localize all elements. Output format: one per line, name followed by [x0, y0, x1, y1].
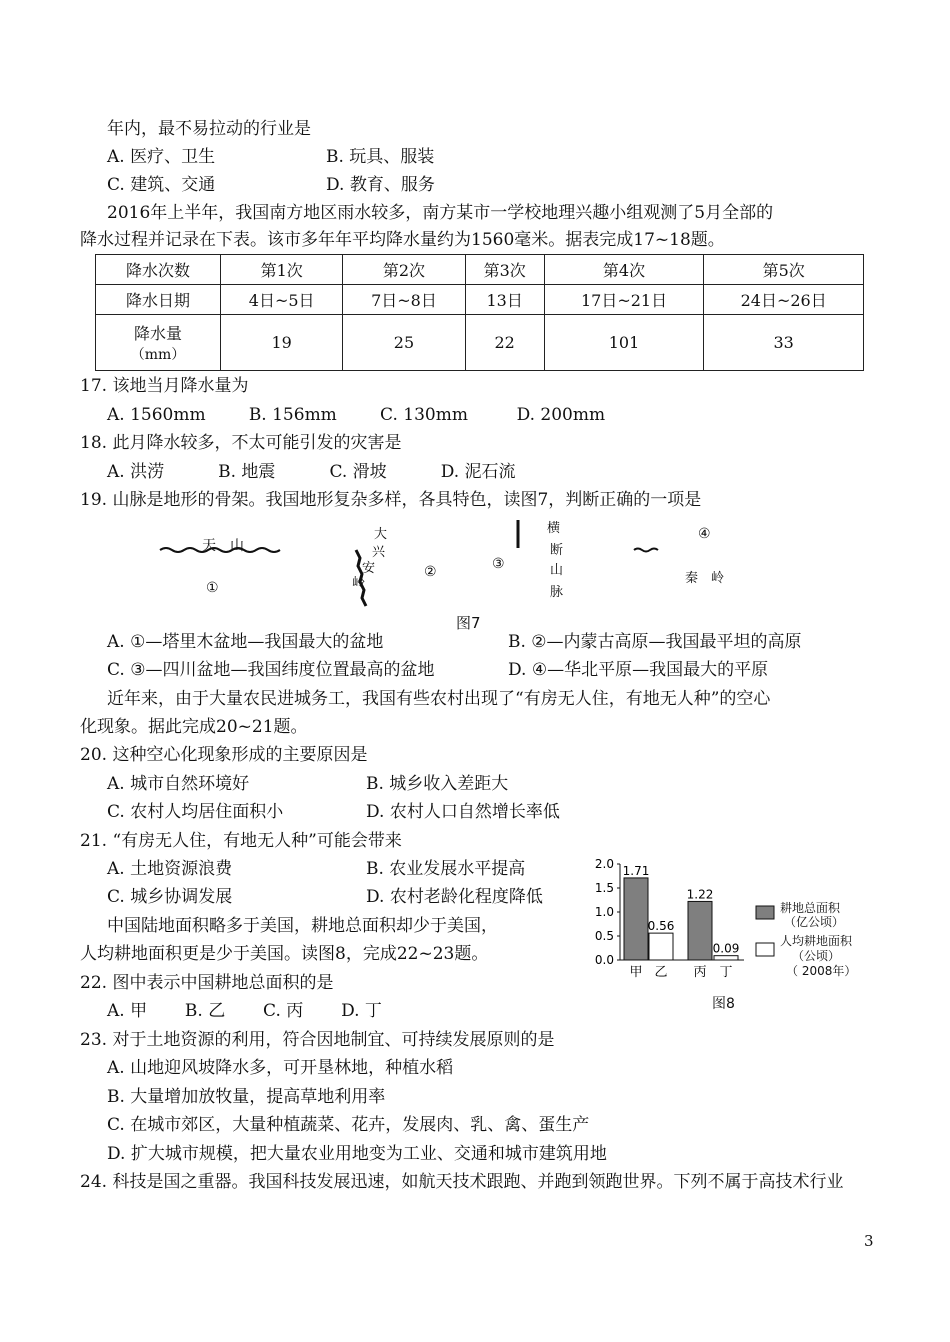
table-row-label — [96, 315, 221, 371]
daxinganling-char: 大 — [374, 527, 388, 542]
page-number: 3 — [864, 1232, 874, 1250]
bar-丙 — [688, 901, 712, 960]
category-label: 丁 — [719, 965, 733, 980]
passage-line: 降水过程并记录在下表。该市多年年平均降水量约为1560毫米。据表完成17~18题。 — [80, 230, 725, 250]
bar-value-label: 1.22 — [686, 887, 714, 902]
figure-8-caption: 图8 — [712, 996, 735, 1012]
bar-乙 — [649, 933, 673, 960]
table-header: 降水次数 — [96, 255, 221, 285]
y-tick-label: 1.0 — [594, 905, 614, 919]
option-b: B. 城乡收入差距大 — [366, 774, 509, 794]
y-tick-label: 0.5 — [594, 929, 614, 943]
question-23: 23. 对于土地资源的利用，符合因地制宜、可持续发展原则的是 — [80, 1030, 555, 1050]
question-17: 17. 该地当月降水量为 — [80, 376, 249, 396]
option-d: D. 农村老龄化程度降低 — [366, 887, 543, 907]
figure-8-chart — [586, 850, 876, 1018]
option-a: A. 城市自然环境好 — [107, 774, 250, 794]
marker-3: ③ — [492, 556, 505, 572]
question-24: 24. 科技是国之重器。我国科技发展迅速，如航天技术跟跑、并跑到领跑世界。下列不属于高技术行业 — [80, 1172, 844, 1192]
table-header: 第4次 — [544, 255, 704, 285]
y-tick-label: 1.5 — [594, 881, 614, 895]
option-d: D. 农村人口自然增长率低 — [366, 802, 560, 822]
option-a: A. 医疗、卫生 — [107, 147, 216, 167]
table-cell: 24日~26日 — [704, 285, 864, 315]
passage-line: 化现象。据此完成20~21题。 — [80, 717, 308, 737]
marker-2: ② — [424, 564, 437, 580]
y-tick-label: 2.0 — [594, 857, 614, 871]
bar-value-label: 1.71 — [622, 863, 650, 878]
figure-7-caption: 图7 — [456, 614, 481, 632]
bar-甲 — [624, 878, 648, 960]
bar-value-label: 0.09 — [712, 941, 740, 956]
category-label: 乙 — [654, 965, 668, 980]
legend-total-2: （亿公顷） — [784, 915, 845, 929]
passage-line: 中国陆地面积略多于美国，耕地总面积却少于美国， — [107, 916, 498, 936]
category-label: 丙 — [693, 965, 707, 980]
question-21: 21. “有房无人住，有地无人种”可能会带来 — [80, 831, 402, 851]
option-d: D. 扩大城市规模，把大量农业用地变为工业、交通和城市建筑用地 — [107, 1144, 607, 1164]
daxinganling-char: 兴 — [372, 545, 386, 560]
option-c: C. 城乡协调发展 — [107, 887, 233, 907]
table-cell: 4日~5日 — [221, 285, 343, 315]
table-cell: 22 — [465, 315, 544, 371]
table-cell: 101 — [544, 315, 704, 371]
daxinganling-char: 安 — [362, 561, 376, 576]
table-row-label: 降水日期 — [96, 285, 221, 315]
question-22: 22. 图中表示中国耕地总面积的是 — [80, 973, 334, 993]
legend-swatch-per — [756, 943, 774, 956]
question-18: 18. 此月降水较多，不太可能引发的灾害是 — [80, 433, 402, 453]
table-cell: 17日~21日 — [544, 285, 704, 315]
tianshan-label: 天 山 — [202, 538, 244, 554]
option-b: B. 玩具、服装 — [326, 147, 435, 167]
table-cell: 13日 — [465, 285, 544, 315]
hengduan-char: 断 — [550, 543, 564, 558]
qinling-range — [634, 549, 658, 552]
option-d: D. 教育、服务 — [326, 175, 435, 195]
option-b: B. 大量增加放牧量，提高草地利用率 — [107, 1087, 386, 1107]
passage-line: 2016年上半年，我国南方地区雨水较多，南方某市一学校地理兴趣小组观测了5月全部的 — [107, 203, 774, 223]
option-c: C. 农村人均居住面积小 — [107, 802, 284, 822]
option-a: A. ①—塔里木盆地—我国最大的盆地 — [107, 632, 384, 652]
option-c: C. ③—四川盆地—我国纬度位置最高的盆地 — [107, 660, 435, 680]
option-c: C. 建筑、交通 — [107, 175, 216, 195]
legend-per-1: 人均耕地面积 — [780, 934, 853, 948]
hengduan-char: 山 — [550, 563, 564, 578]
hengduan-char: 横 — [547, 521, 561, 536]
table-header: 第1次 — [221, 255, 343, 285]
legend-per-2: （公顷） — [792, 949, 841, 963]
rainfall-table — [95, 254, 864, 371]
legend-year: （ 2008年） — [786, 964, 857, 978]
hengduan-char: 脉 — [550, 585, 564, 600]
option-b: B. 农业发展水平提高 — [366, 859, 526, 879]
question-18-options: A. 洪涝 B. 地震 C. 滑坡 D. 泥石流 — [107, 462, 516, 482]
table-cell: 25 — [343, 315, 465, 371]
table-cell: 7日~8日 — [343, 285, 465, 315]
qinling-label: 秦 岭 — [685, 571, 725, 586]
option-a: A. 山地迎风坡降水多，可开垦林地，种植水稻 — [107, 1058, 454, 1078]
figure-7 — [140, 514, 760, 629]
category-label: 甲 — [629, 965, 643, 980]
amount-label: 降水量 — [133, 324, 182, 343]
passage-line: 人均耕地面积更是少于美国。读图8，完成22~23题。 — [80, 944, 489, 964]
question-22-options: A. 甲 B. 乙 C. 丙 D. 丁 — [107, 1001, 382, 1021]
question-19: 19. 山脉是地形的骨架。我国地形复杂多样，各具特色，读图7，判断正确的一项是 — [80, 490, 702, 510]
table-header: 第2次 — [343, 255, 465, 285]
legend-swatch-total — [756, 906, 774, 919]
y-tick-label: 0.0 — [594, 953, 614, 967]
table-header: 第5次 — [704, 255, 864, 285]
legend-total-1: 耕地总面积 — [780, 901, 841, 915]
table-header: 第3次 — [465, 255, 544, 285]
amount-unit: （mm） — [130, 347, 186, 363]
question-20: 20. 这种空心化现象形成的主要原因是 — [80, 745, 368, 765]
marker-1: ① — [206, 580, 219, 596]
text-line: 年内，最不易拉动的行业是 — [107, 119, 311, 139]
question-17-options: A. 1560mm B. 156mm C. 130mm D. 200mm — [107, 405, 606, 425]
bar-value-label: 0.56 — [647, 919, 675, 934]
marker-4: ④ — [698, 526, 711, 542]
option-c: C. 在城市郊区，大量种植蔬菜、花卉，发展肉、乳、禽、蛋生产 — [107, 1115, 590, 1135]
bar-丁 — [714, 956, 738, 960]
table-cell: 19 — [221, 315, 343, 371]
option-d: D. ④—华北平原—我国最大的平原 — [508, 660, 769, 680]
table-cell: 33 — [704, 315, 864, 371]
passage-line: 近年来，由于大量农民进城务工，我国有些农村出现了“有房无人住，有地无人种”的空心 — [107, 689, 771, 709]
option-a: A. 土地资源浪费 — [107, 859, 233, 879]
daxinganling-char: 岭 — [352, 576, 366, 591]
option-b: B. ②—内蒙古高原—我国最平坦的高原 — [508, 632, 802, 652]
